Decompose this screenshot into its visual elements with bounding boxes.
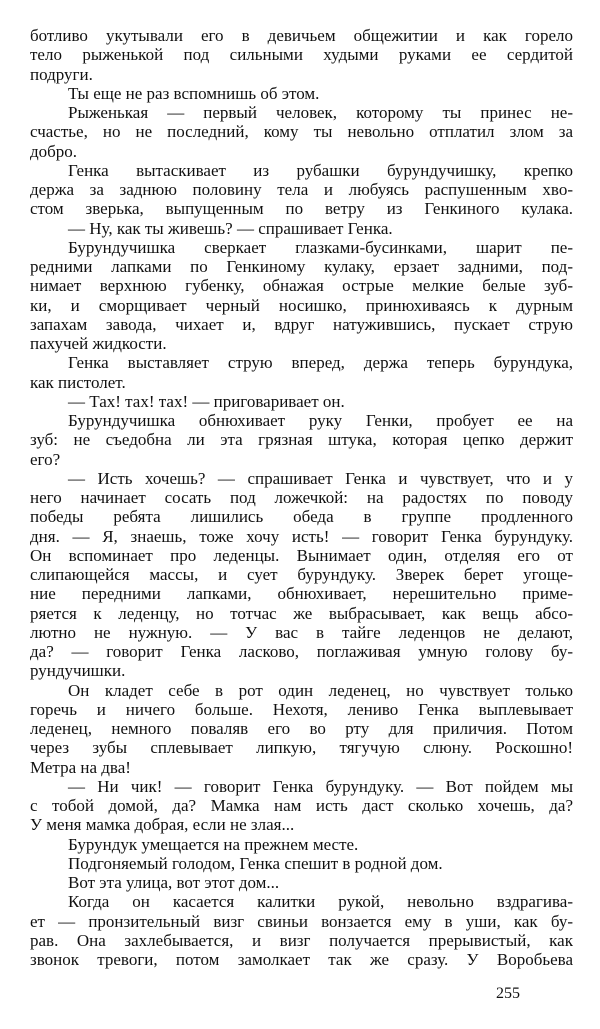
text-line: пахучей жидкости. [30,334,167,353]
text-line: Генка вытаскивает из рубашки бурундучишку, крепко [68,160,573,180]
text-line: ки, и сморщивает черный носишко, принюхиваясь к дурным [30,295,573,315]
text-line: У меня мамка добрая, если не злая... [30,815,295,835]
text-line: держа за заднюю половину тела и любуясь распушенным хво- [30,180,573,199]
text-line: редними лапками по Генкиному кулаку, ерзает задними, под- [30,257,573,276]
text-line: Бурундучишка обнюхивает руку Генки, пробует ее на [68,411,573,430]
text-line: горечь и ничего больше. Нехотя, лениво Генка выплевывает [30,699,573,719]
text-line: ряется к леденцу, но тотчас же выбрасывает, как вещь абсо- [30,603,573,623]
text-line: леденец, немного поваляв его во рту для приличия. Потом [30,719,573,738]
text-line: через зубы сплевывает липкую, тягучую слюну. Роскошно! [30,738,573,758]
text-line: победы ребята лишились обеда в группе продленного [30,507,573,527]
page-number: 255 [496,985,520,1002]
text-line: Метра на два! [30,757,131,777]
text-line: рав. Она захлебывается, и визг получается прерывистый, как [30,930,573,950]
text-line: Бурундучишка сверкает глазками-бусинками, шарит пе- [68,237,573,257]
text-line: Когда он касается калитки рукой, невольно вздрагива- [68,892,573,912]
text-line: Вот эта улица, вот этот дом... [68,873,280,892]
text-line: него начинает сосать под ложечкой: на радостях по поводу [30,488,573,507]
text-line: подруги. [30,64,93,84]
text-line: лютно не нужную. — У вас в тайге леденцов не делают, [30,622,573,642]
text-line: Ты еще не раз вспомнишь об этом. [68,83,320,103]
text-line: добро. [30,141,78,161]
text-line: звонок тревоги, потом замолкает так же сразу. У Воробьева [30,950,573,969]
text-line: Он кладет себе в рот один леденец, но чувствует только [68,680,573,700]
text-line: Генка выставляет струю вперед, держа теперь бурундука, [68,353,573,373]
text-line: — Исть хочешь? — спрашивает Генка и чувствует, что и у [68,468,573,488]
text-line: ботливо укутывали его в девичьем общежитии и как горело [30,26,573,45]
text-line: счастье, но не последний, кому ты невольно отплатил злом за [30,122,573,142]
text-line: тело рыженькой под сильными худыми руками ее сердитой [30,45,573,65]
text-line: стом зверька, выпущенным по ветру из Генкиного кулака. [30,199,573,219]
text-line: Бурундук умещается на прежнем месте. [68,834,359,854]
text-line: ет — пронзительный визг свиньи вонзается ему в уши, как бу- [30,911,573,931]
text-line: — Тах! тах! тах! — приговаривает он. [68,391,345,411]
text-line: да? — говорит Генка ласково, поглаживая умную голову бу- [30,642,573,661]
text-line: нимает верхнюю губенку, обнажая острые мелкие белые зуб- [30,276,573,296]
text-line: с тобой домой, да? Мамка нам исть даст сколько хочешь, да? [30,796,573,815]
text-line: — Ни чик! — говорит Генка бурундуку. — Вот пойдем мы [68,776,573,796]
text-line: зуб: не съедобна ли эта грязная штука, которая цепко держит [30,430,573,450]
text-line: рундучишки. [30,661,126,681]
text-line: слипающейся массы, и сует бурундуку. Зверек берет угоще- [30,565,573,584]
text-line: запахам завода, чихает и, вдруг натужившись, пускает струю [30,314,573,334]
text-line: дня. — Я, знаешь, тоже хочу исть! — говорит Генка бурундуку. [30,526,573,546]
text-line: его? [30,449,61,469]
text-line: Он вспоминает про леденцы. Вынимает один, отделяя его от [30,545,573,565]
text-line: Подгоняемый голодом, Генка спешит в родной дом. [68,853,443,873]
page-text [30,26,573,969]
text-line: — Ну, как ты живешь? — спрашивает Генка. [68,218,393,238]
text-line: ние передними лапками, обнюхивает, нерешительно приме- [30,584,573,604]
text-line: Рыженькая — первый человек, которому ты принес не- [68,103,573,122]
text-line: как пистолет. [30,372,126,392]
